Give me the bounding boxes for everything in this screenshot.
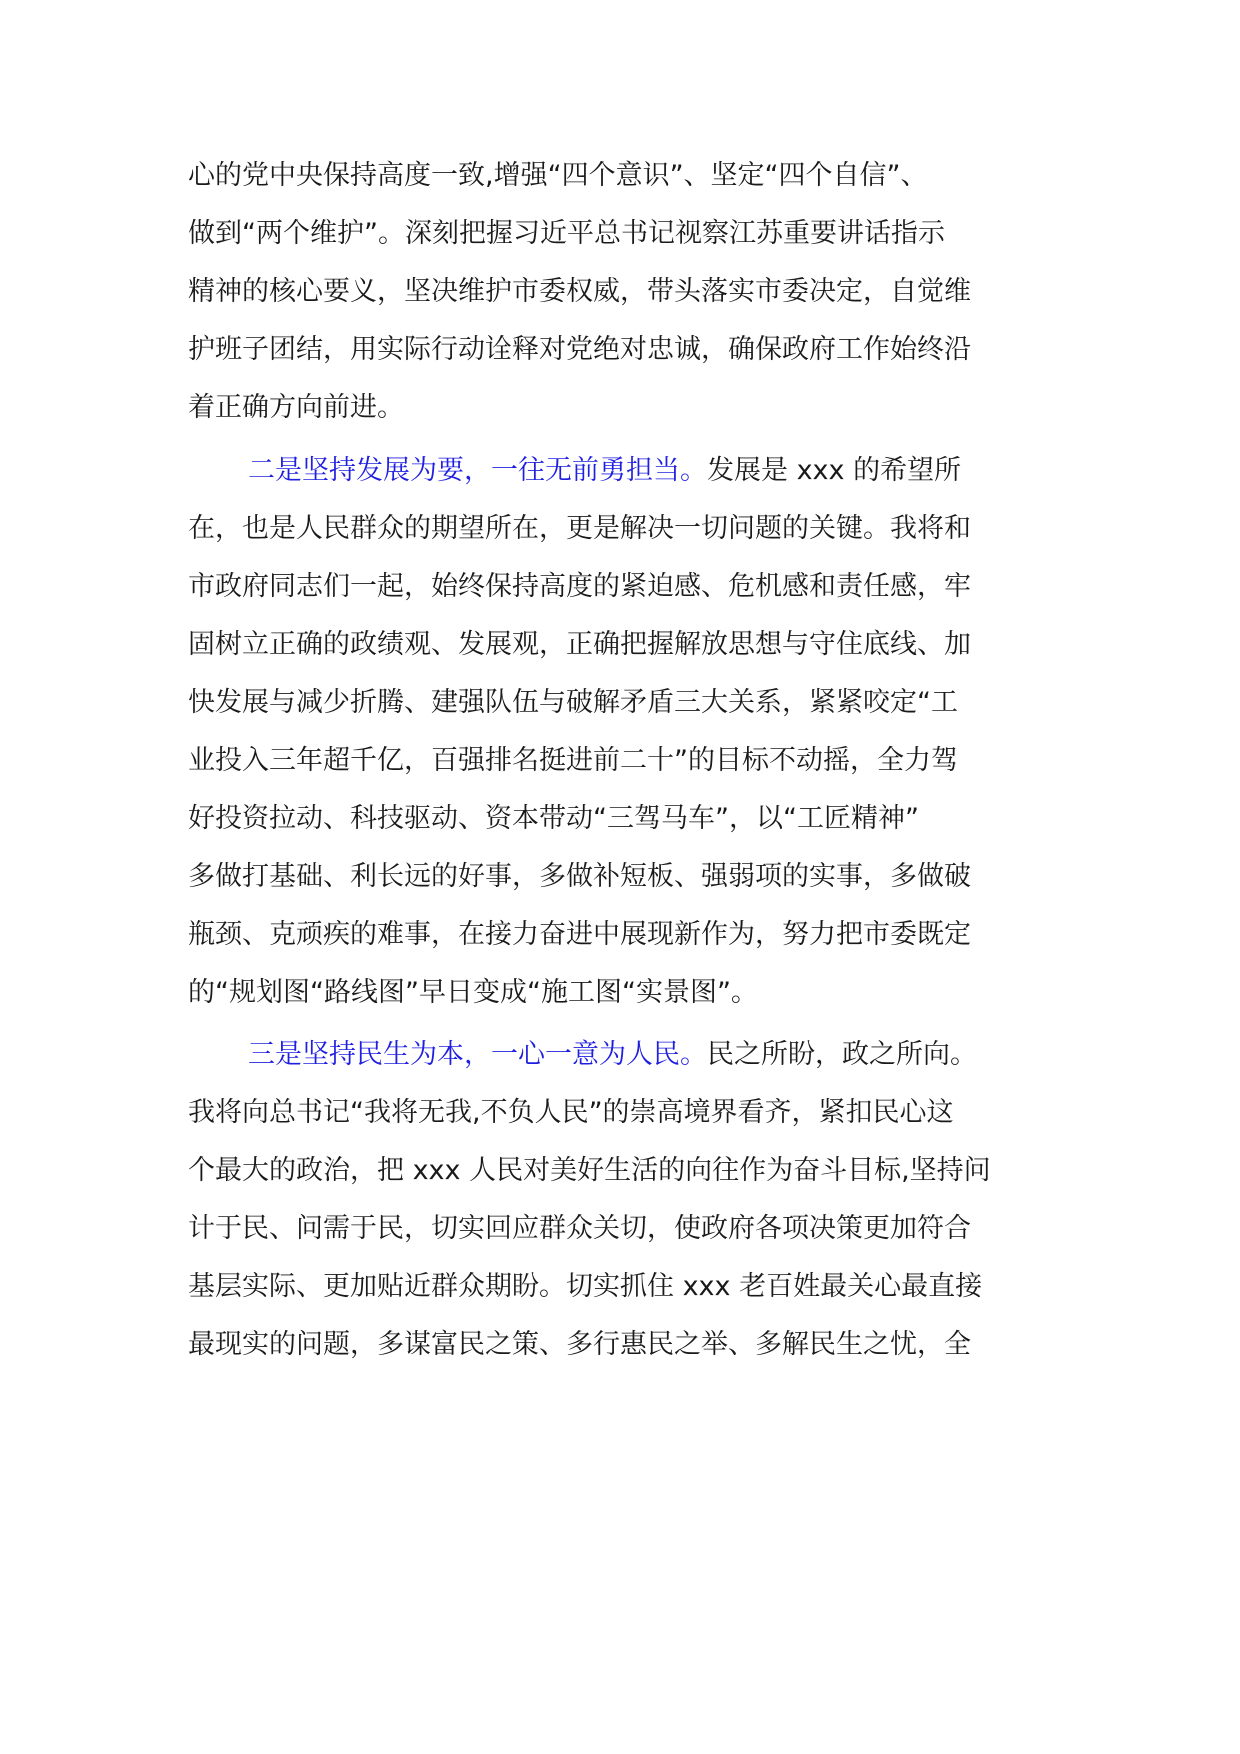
paragraph-line: 好投资拉动、科技驱动、资本带动“三驾马车”，以“工匠精神” bbox=[188, 803, 919, 834]
paragraph-text: 民之所盼，政之所向。 bbox=[707, 1039, 977, 1070]
paragraph-line: 我将向总书记“我将无我,不负人民”的崇高境界看齐，紧扣民心这 bbox=[188, 1097, 954, 1128]
paragraph-line: 的“规划图“路线图”早日变成“施工图“实景图”。 bbox=[188, 977, 758, 1008]
paragraph-line: 瓶颈、克顽疾的难事，在接力奋进中展现新作为，努力把市委既定 bbox=[188, 919, 971, 950]
paragraph-first-line bbox=[248, 1035, 977, 1075]
paragraph-line: 快发展与减少折腾、建强队伍与破解矛盾三大关系，紧紧咬定“工 bbox=[188, 687, 958, 718]
paragraph-line: 在，也是人民群众的期望所在，更是解决一切问题的关键。我将和 bbox=[188, 513, 971, 544]
paragraph-line: 最现实的问题，多谋富民之策、多行惠民之举、多解民生之忧，全 bbox=[188, 1329, 971, 1360]
paragraph-line: 心的党中央保持高度一致,增强“四个意识”、坚定“四个自信”、 bbox=[188, 160, 928, 191]
paragraph-line: 基层实际、更加贴近群众期盼。切实抓住 xxx 老百姓最关心最直接 bbox=[188, 1271, 983, 1302]
paragraph-line: 着正确方向前进。 bbox=[188, 392, 404, 423]
paragraph-line: 计于民、问需于民，切实回应群众关切，使政府各项决策更加符合 bbox=[188, 1213, 971, 1244]
paragraph-line: 护班子团结，用实际行动诠释对党绝对忠诚，确保政府工作始终沿 bbox=[188, 334, 971, 365]
paragraph-line: 多做打基础、利长远的好事，多做补短板、强弱项的实事，多做破 bbox=[188, 861, 971, 892]
paragraph-text: 发展是 xxx 的希望所 bbox=[707, 455, 962, 486]
paragraph-line: 个最大的政治，把 xxx 人民对美好生活的向往作为奋斗目标,坚持问 bbox=[188, 1155, 991, 1186]
section-heading: 二是坚持发展为要，一往无前勇担当。 bbox=[248, 455, 707, 486]
paragraph-first-line bbox=[248, 451, 961, 491]
paragraph-line: 市政府同志们一起，始终保持高度的紧迫感、危机感和责任感，牢 bbox=[188, 571, 971, 602]
paragraph-line: 固树立正确的政绩观、发展观，正确把握解放思想与守住底线、加 bbox=[188, 629, 971, 660]
paragraph-line: 做到“两个维护”。深刻把握习近平总书记视察江苏重要讲话指示 bbox=[188, 218, 945, 249]
paragraph-line: 精神的核心要义，坚决维护市委权威，带头落实市委决定，自觉维 bbox=[188, 276, 971, 307]
section-heading: 三是坚持民生为本，一心一意为人民。 bbox=[248, 1039, 707, 1070]
paragraph-line: 业投入三年超千亿，百强排名挺进前二十”的目标不动摇，全力驾 bbox=[188, 745, 958, 776]
